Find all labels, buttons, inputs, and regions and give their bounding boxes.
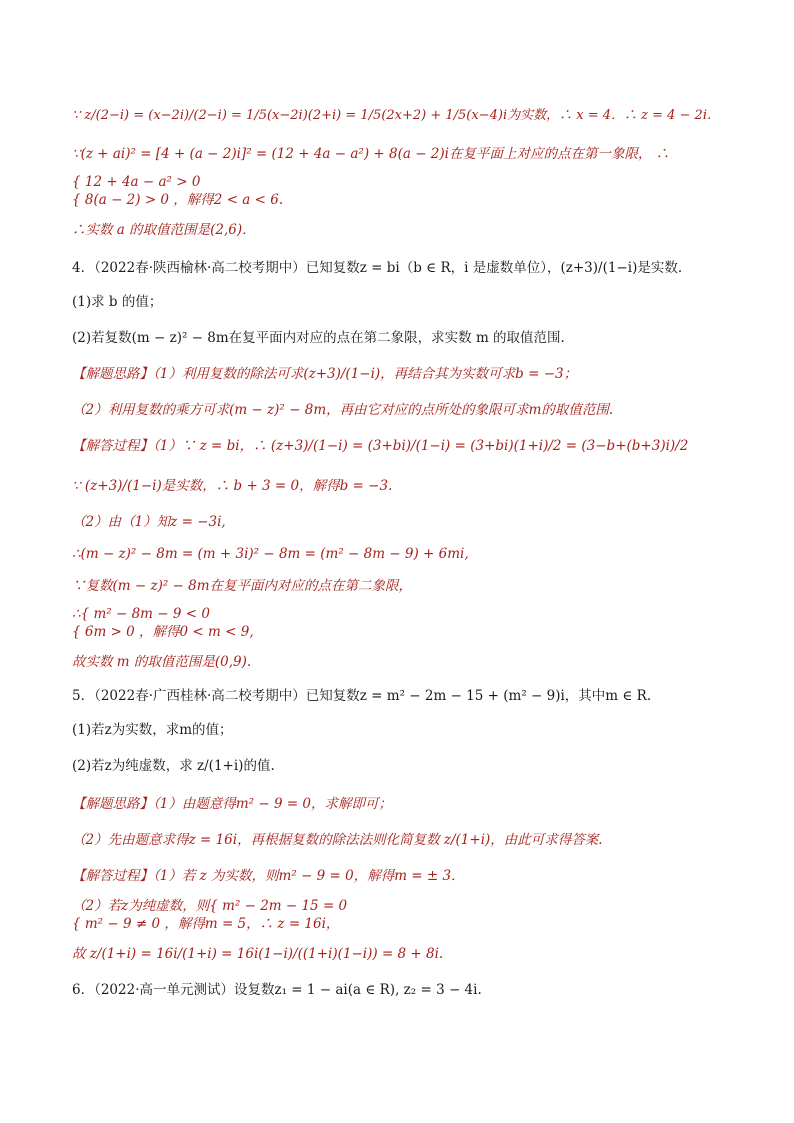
text-line: ∵ z/(2−i) = (x−2i)/(2−i) = 1/5(x−2i)(2+i) = 1/5(2x+2) + 1/5(x−4)i为实数，∴ x = 4．∴ z = 4 − 2i． xyxy=(72,108,720,123)
text-line: ∵复数(m − z)² − 8m在复平面内对应的点在第二象限， xyxy=(72,578,413,594)
question-5-part-2: (2)若z为纯虚数，求 z/(1+i)的值. xyxy=(72,758,275,774)
text-line: ∴{ m² − 8m − 9 < 0 xyxy=(72,606,210,622)
text-line: 故实数 m 的取值范围是(0,9). xyxy=(72,654,252,670)
text-line: { 12 + 4a − a² > 0 xyxy=(72,174,201,190)
question-4-part-1: (1)求 b 的值； xyxy=(72,294,163,310)
question-4: 4．（2022春·陕西榆林·高二校考期中）已知复数z = bi（b ∈ R，i 是虚数单位），(z+3)/(1−i)是实数. xyxy=(72,260,683,276)
text-line: ∵ (z+3)/(1−i)是实数，∴ b + 3 = 0，解得b = −3. xyxy=(72,478,393,494)
question-4-part-2: (2)若复数(m − z)² − 8m在复平面内对应的点在第二象限，求实数 m 的取值范围. xyxy=(72,330,565,346)
text-line: ∵(z + ai)² = [4 + (a − 2)i]² = (12 + 4a − a²) + 8(a − 2)i在复平面上对应的点在第一象限， ∴ xyxy=(72,146,670,162)
question-5-part-1: (1)若z为实数，求m的值； xyxy=(72,722,233,738)
solution-idea: 【解题思路】（1）利用复数的除法可求(z+3)/(1−i)，再结合其为实数可求b = −3； xyxy=(72,366,578,382)
text-line: （2）若z为纯虚数，则{ m² − 2m − 15 = 0 xyxy=(72,898,348,914)
text-line: ∴实数 a 的取值范围是(2,6)． xyxy=(72,222,256,238)
solution-process: 【解答过程】（1）∵ z = bi，∴ (z+3)/(1−i) = (3+bi)/(1−i) = (3+bi)(1+i)/2 = (3−b+(b+3)i)/2 xyxy=(72,438,689,454)
text-line: { 8(a − 2) > 0 ，解得2 < a < 6. xyxy=(72,192,284,208)
text-line: { m² − 9 ≠ 0 ，解得m = 5，∴ z = 16i， xyxy=(72,916,340,932)
solution-process: 【解答过程】（1）若 z 为实数，则m² − 9 = 0，解得m = ± 3． xyxy=(72,868,465,884)
question-6: 6．（2022·高一单元测试）设复数z₁ = 1 − ai(a ∈ R), z₂ = 3 − 4i. xyxy=(72,982,482,998)
solution-idea: （2）先由题意求得z = 16i，再根据复数的除法法则化简复数 z/(1+i)，由此可求得答案. xyxy=(72,832,603,848)
solution-idea: 【解题思路】（1）由题意得m² − 9 = 0，求解即可； xyxy=(72,796,393,812)
text-line: （2）由（1）知z = −3i, xyxy=(72,514,226,530)
solution-idea: （2）利用复数的乘方可求(m − z)² − 8m，再由它对应的点所处的象限可求m的取值范围. xyxy=(72,402,614,418)
question-5: 5．（2022春·广西桂林·高二校考期中）已知复数z = m² − 2m − 15 + (m² − 9)i，其中m ∈ R. xyxy=(72,688,652,704)
text-line: ∴(m − z)² − 8m = (m + 3i)² − 8m = (m² − 8m − 9) + 6mi, xyxy=(72,546,469,562)
text-line: { 6m > 0 ，解得0 < m < 9, xyxy=(72,624,254,640)
text-line: 故 z/(1+i) = 16i/(1+i) = 16i(1−i)/((1+i)(1−i)) = 8 + 8i. xyxy=(72,946,444,962)
